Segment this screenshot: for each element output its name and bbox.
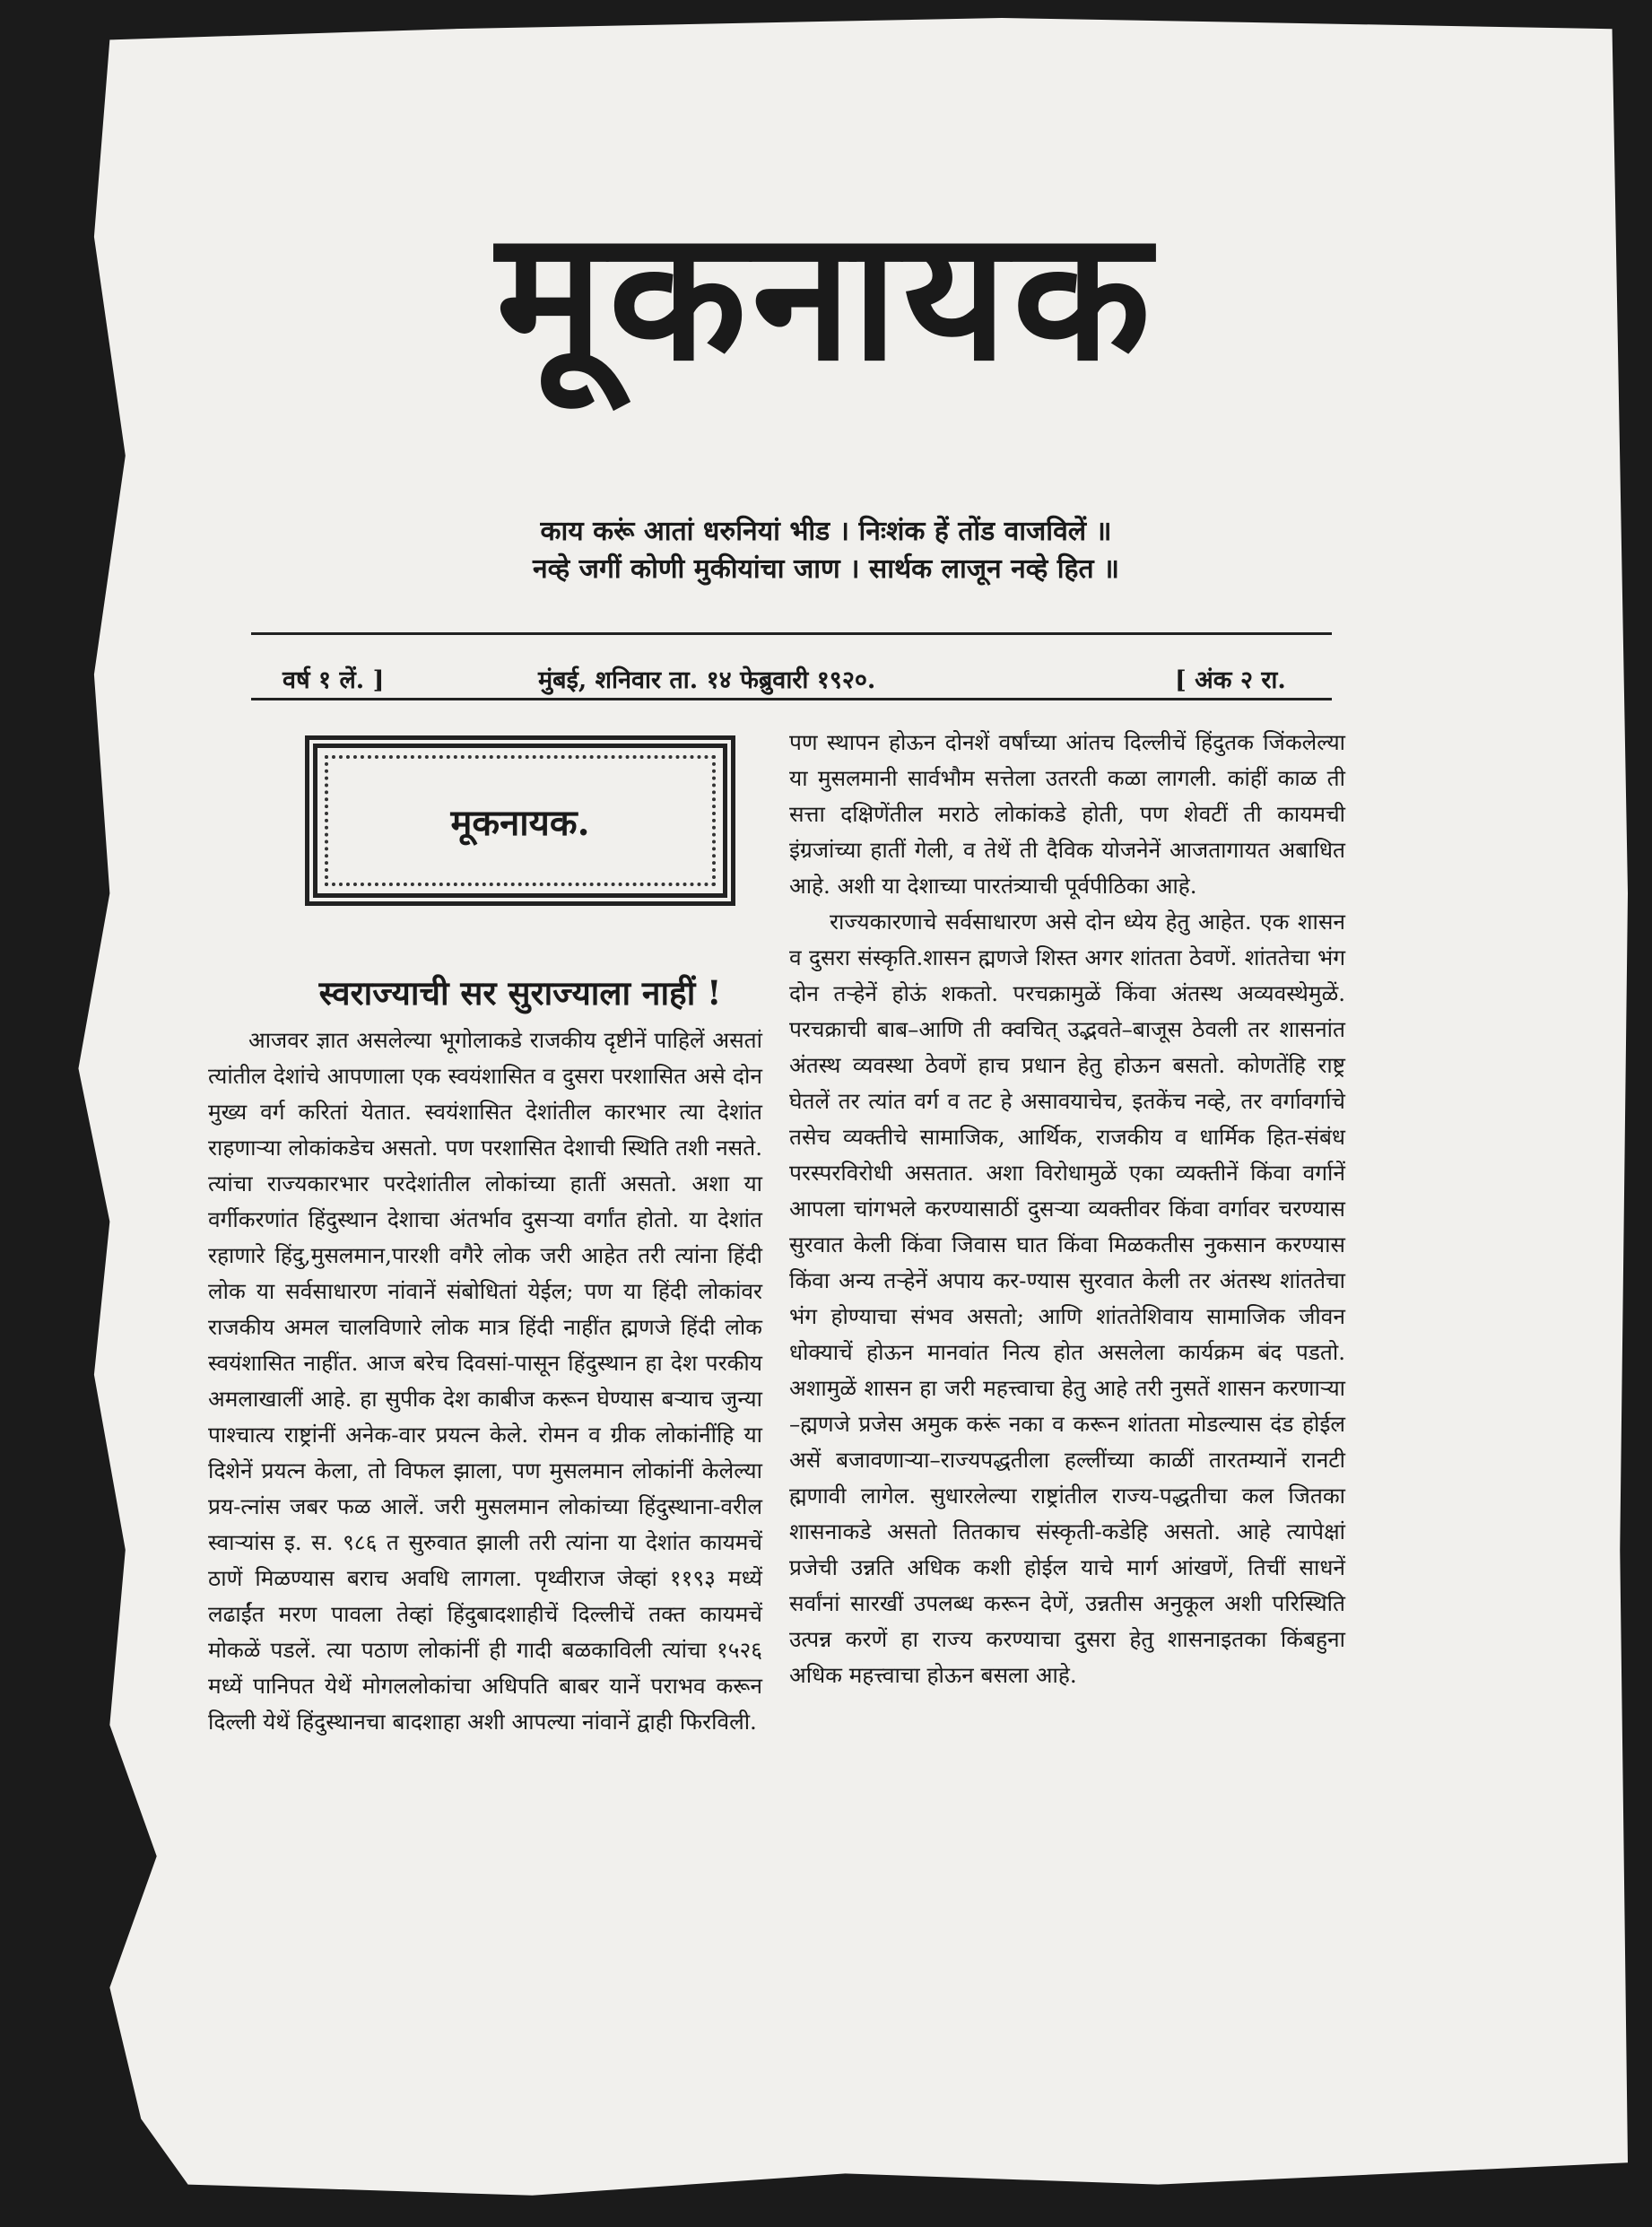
article-column-right bbox=[789, 725, 1345, 1693]
masthead-title: मूकनायक bbox=[496, 190, 1156, 401]
article-paragraph: राज्यकारणाचे सर्वसाधारण असे दोन ध्येय हेतु आहेत. एक शासन व दुसरा संस्कृति.शासन ह्मणजे शिस्त अगर शांतता ठेवणें. शांततेचा भंग दोन तऱ्हेनें होऊं शकतो. परचक्रामुळें किंवा अंतस्थ अव्यवस्थेमुळें. परचक्राची बाब–आणि ती क्वचित् उद्भवते–बाजूस ठेवली तर शासनांत अंतस्थ व्यवस्था ठेवणें हाच प्रधान हेतु होऊन बसतो. कोणतेंहि राष्ट्र घेतलें तर त्यांत वर्ग व तट हे असावयाचेच, इतकेंच नव्हे, तर वर्गावर्गाचे तसेच व्यक्तीचे सामाजिक, आर्थिक, राजकीय व धार्मिक हित-संबंध परस्परविरोधी असतात. अशा विरोधामुळें एका व्यक्तीनें किंवा वर्गानें आपला चांगभले करण्यासाठीं दुसऱ्या व्यक्तीवर किंवा वर्गावर चरण्यास सुरवात केली किंवा जिवास घात किंवा मिळकतीस नुकसान करण्यास किंवा अन्य तऱ्हेनें अपाय कर-ण्यास सुरवात केली तर अंतस्थ शांततेचा भंग होण्याचा संभव असतो; आणि शांततेशिवाय सामाजिक जीवन धोक्याचें होऊन मानवांत नित्य होत असलेला कार्यक्रम बंद पडतो. अशामुळें शासन हा जरी महत्त्वाचा हेतु आहे तरी नुसतें शासन करणाऱ्या –ह्मणजे प्रजेस अमुक करूं नका व करून शांतता मोडल्यास दंड होईल असें बजावणाऱ्या–राज्यपद्धतीला हल्लींच्या काळीं तारतम्यानें रानटी ह्मणावी लागेल. सुधारलेल्या राष्ट्रांतील राज्य-पद्धतीचा कल जितका शासनाकडे असतो तितकाच संस्कृती-कडेहि असतो. आहे त्यापेक्षां प्रजेची उन्नति अधिक कशी होईल याचे मार्ग आंखणें, तिचीं साधनें सर्वांनां सारखीं उपलब्ध करून देणें, उन्नतीस अनुकूल अशी परिस्थिति उत्पन्न करणें हा राज्य करण्याचा दुसरा हेतु शासनाइतका किंबहुना अधिक महत्त्वाचा होऊन बसला आहे. bbox=[789, 909, 1345, 1688]
place-date: मुंबई, शनिवार ता. १४ फेब्रुवारी १९२०. bbox=[538, 666, 876, 694]
motto-line-2: नव्हे जगीं कोणी मुकीयांचा जाण । सार्थक लाजून नव्हे हित ॥ bbox=[532, 553, 1119, 585]
article-paragraph: पण स्थापन होऊन दोनशें वर्षांच्या आंतच दिल्लीचें हिंदुतक जिंकलेल्या या मुसलमानी सार्वभौम सत्तेला उतरती कळा लागली. कांहीं काळ ती सत्ता दक्षिणेंतील मराठे लोकांकडे होती, पण शेवटीं ती कायमची इंग्रजांच्या हातीं गेली, व तेथें ती दैविक योजनेनें आजतागायत अबाधित आहे. अशी या देशाच्या पारतंत्र्याची पूर्वपीठिका आहे. bbox=[789, 729, 1345, 899]
bottom-rule bbox=[251, 698, 1332, 700]
article-column-left bbox=[208, 1022, 762, 1740]
volume-number: वर्ष १ लें. ] bbox=[283, 666, 385, 694]
top-rule bbox=[251, 632, 1332, 635]
issue-number: [ अंक २ रा. bbox=[1175, 666, 1286, 694]
title-box bbox=[305, 735, 735, 906]
article-paragraph: आजवर ज्ञात असलेल्या भूगोलाकडे राजकीय दृष्टीनें पाहिलें असतां त्यांतील देशांचे आपणाला एक स्वयंशासित व दुसरा परशासित असे दोन मुख्य वर्ग करितां येतात. स्वयंशासित देशांतील कारभार त्या देशांत राहणाऱ्या लोकांकडेच असतो. पण परशासित देशाची स्थिति तशी नसते. त्यांचा राज्यकारभार परदेशांतील लोकांच्या हातीं असतो. अशा या वर्गीकरणांत हिंदुस्थान देशाचा अंतर्भाव दुसऱ्या वर्गांत होतो. या देशांत रहाणारे हिंदु,मुसलमान,पारशी वगैरे लोक जरी आहेत तरी त्यांना हिंदी लोक या सर्वसाधारण नांवानें संबोधितां येईल; पण या हिंदी लोकांवर राजकीय अमल चालविणारे लोक मात्र हिंदी नाहींत ह्मणजे हिंदी लोक स्वयंशासित नाहींत. आज बरेच दिवसां-पासून हिंदुस्थान हा देश परकीय अमलाखालीं आहे. हा सुपीक देश काबीज करून घेण्यास बऱ्याच जुन्या पाश्चात्य राष्ट्रांनीं अनेक-वार प्रयत्न केले. रोमन व ग्रीक लोकांनींहि या दिशेनें प्रयत्न केला, तो विफल झाला, पण मुसलमान लोकांनीं केलेल्या प्रय-त्नांस जबर फळ आलें. जरी मुसलमान लोकांच्या हिंदुस्थाना-वरील स्वाऱ्यांस इ. स. ९८६ त सुरुवात झाली तरी त्यांना या देशांत कायमचें ठाणें मिळण्यास बराच अवधि लागला. पृथ्वीराज जेव्हां ११९३ मध्यें लढाईंत मरण पावला तेव्हां हिंदुबादशाहीचें दिल्लीचें तक्त कायमचें मोकळें पडलें. त्या पठाण लोकांनीं ही गादी बळकाविली त्यांचा १५२६ मध्यें पानिपत येथें मोगललोकांचा अधिपति बाबर यानें पराभव करून दिल्ली येथें हिंदुस्थानचा बादशाहा अशी आपल्या नांवानें द्वाही फिरविली. bbox=[208, 1027, 762, 1735]
motto-line-1: काय करूं आतां धरुनियां भीड । निःशंक हें तोंड वाजविलें ॥ bbox=[540, 516, 1112, 547]
box-title: मूकनायक. bbox=[450, 801, 590, 844]
article-headline: स्वराज्याची सर सुराज्याला नाहीं ! bbox=[318, 973, 722, 1013]
